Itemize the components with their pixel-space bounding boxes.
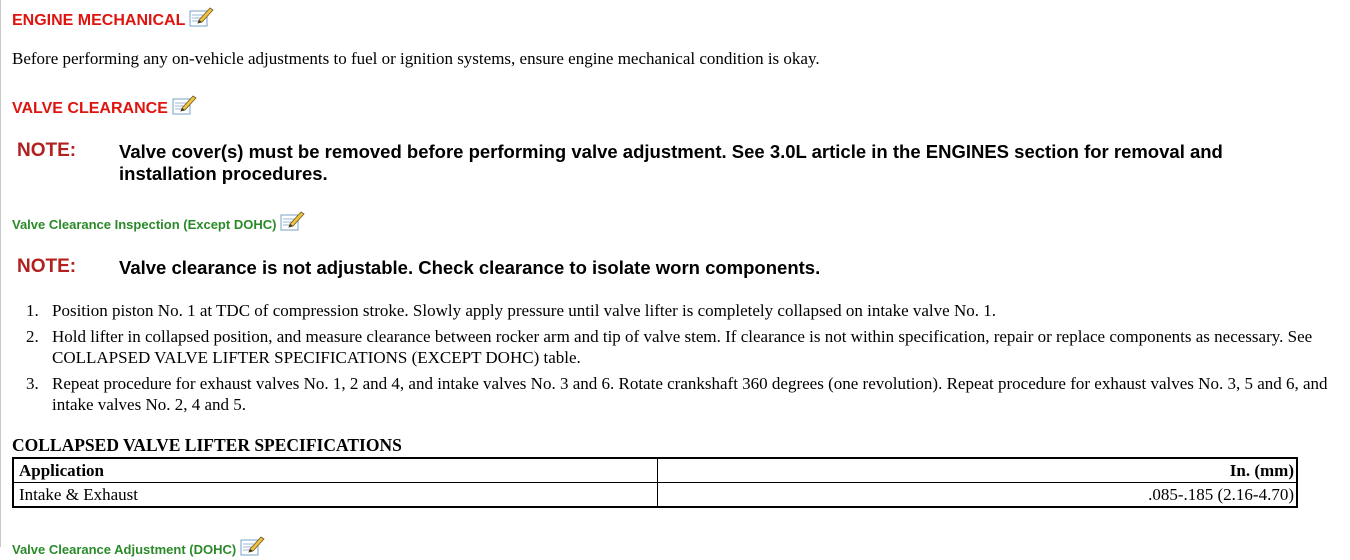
inspection-heading <box>12 210 305 232</box>
left-border <box>0 0 1 547</box>
header-value: In. (mm) <box>658 458 1298 483</box>
note-label: NOTE: <box>17 140 77 161</box>
edit-note-icon[interactable] <box>188 6 214 28</box>
step-text: Position piston No. 1 at TDC of compression stroke. Slowly apply pressure until valve lifter is completely collapsed on intake valve No. 1. <box>52 301 996 320</box>
edit-note-icon[interactable] <box>171 94 197 116</box>
table-row <box>13 483 1297 508</box>
edit-note-icon[interactable] <box>279 210 305 232</box>
step-text: Repeat procedure for exhaust valves No. 1, 2 and 4, and intake valves No. 3 and 6. Rotate crankshaft 360 degrees (one revolution). Repeat procedure for exhaust valves No. 3, 5 and 6, and intake valves No. 2, 4 and 5. <box>52 374 1328 414</box>
valve-clearance-title: VALVE CLEARANCE <box>12 100 168 117</box>
list-item <box>12 300 1342 321</box>
note-text: Valve clearance is not adjustable. Check clearance to isolate worn components. <box>119 257 821 278</box>
inspection-title: Valve Clearance Inspection (Except DOHC) <box>12 217 277 232</box>
engine-mechanical-title: ENGINE MECHANICAL <box>12 12 186 29</box>
spec-table <box>12 457 1298 508</box>
adjustment-heading <box>12 535 265 557</box>
note-label: NOTE: <box>17 256 77 277</box>
step-number: 1. <box>26 301 39 320</box>
valve-clearance-heading <box>12 94 197 118</box>
list-item <box>12 326 1342 368</box>
note-text: Valve cover(s) must be removed before performing valve adjustment. See 3.0L article in the ENGINES section for removal and installation procedures. <box>119 141 1223 184</box>
adjustment-title: Valve Clearance Adjustment (DOHC) <box>12 542 237 557</box>
cell-value: .085-.185 (2.16-4.70) <box>658 483 1298 508</box>
engine-mechanical-text: Before performing any on-vehicle adjustments to fuel or ignition systems, ensure engine mechanical condition is okay. <box>12 49 820 68</box>
cell-application: Intake & Exhaust <box>13 483 658 508</box>
step-text: Hold lifter in collapsed position, and measure clearance between rocker arm and tip of valve stem. If clearance is not within specification, repair or replace components as necessary. See COLLAPSED VALVE LIFTER SPECIFICATIONS (EXCEPT DOHC) table. <box>52 327 1313 367</box>
spec-table-title: COLLAPSED VALVE LIFTER SPECIFICATIONS <box>12 435 402 455</box>
step-number: 3. <box>26 374 39 393</box>
step-number: 2. <box>26 327 39 346</box>
header-application: Application <box>13 458 658 483</box>
table-header-row <box>13 458 1297 483</box>
list-item <box>12 373 1342 415</box>
inspection-steps <box>12 300 1342 420</box>
engine-mechanical-heading <box>12 6 214 30</box>
edit-note-icon[interactable] <box>239 535 265 557</box>
